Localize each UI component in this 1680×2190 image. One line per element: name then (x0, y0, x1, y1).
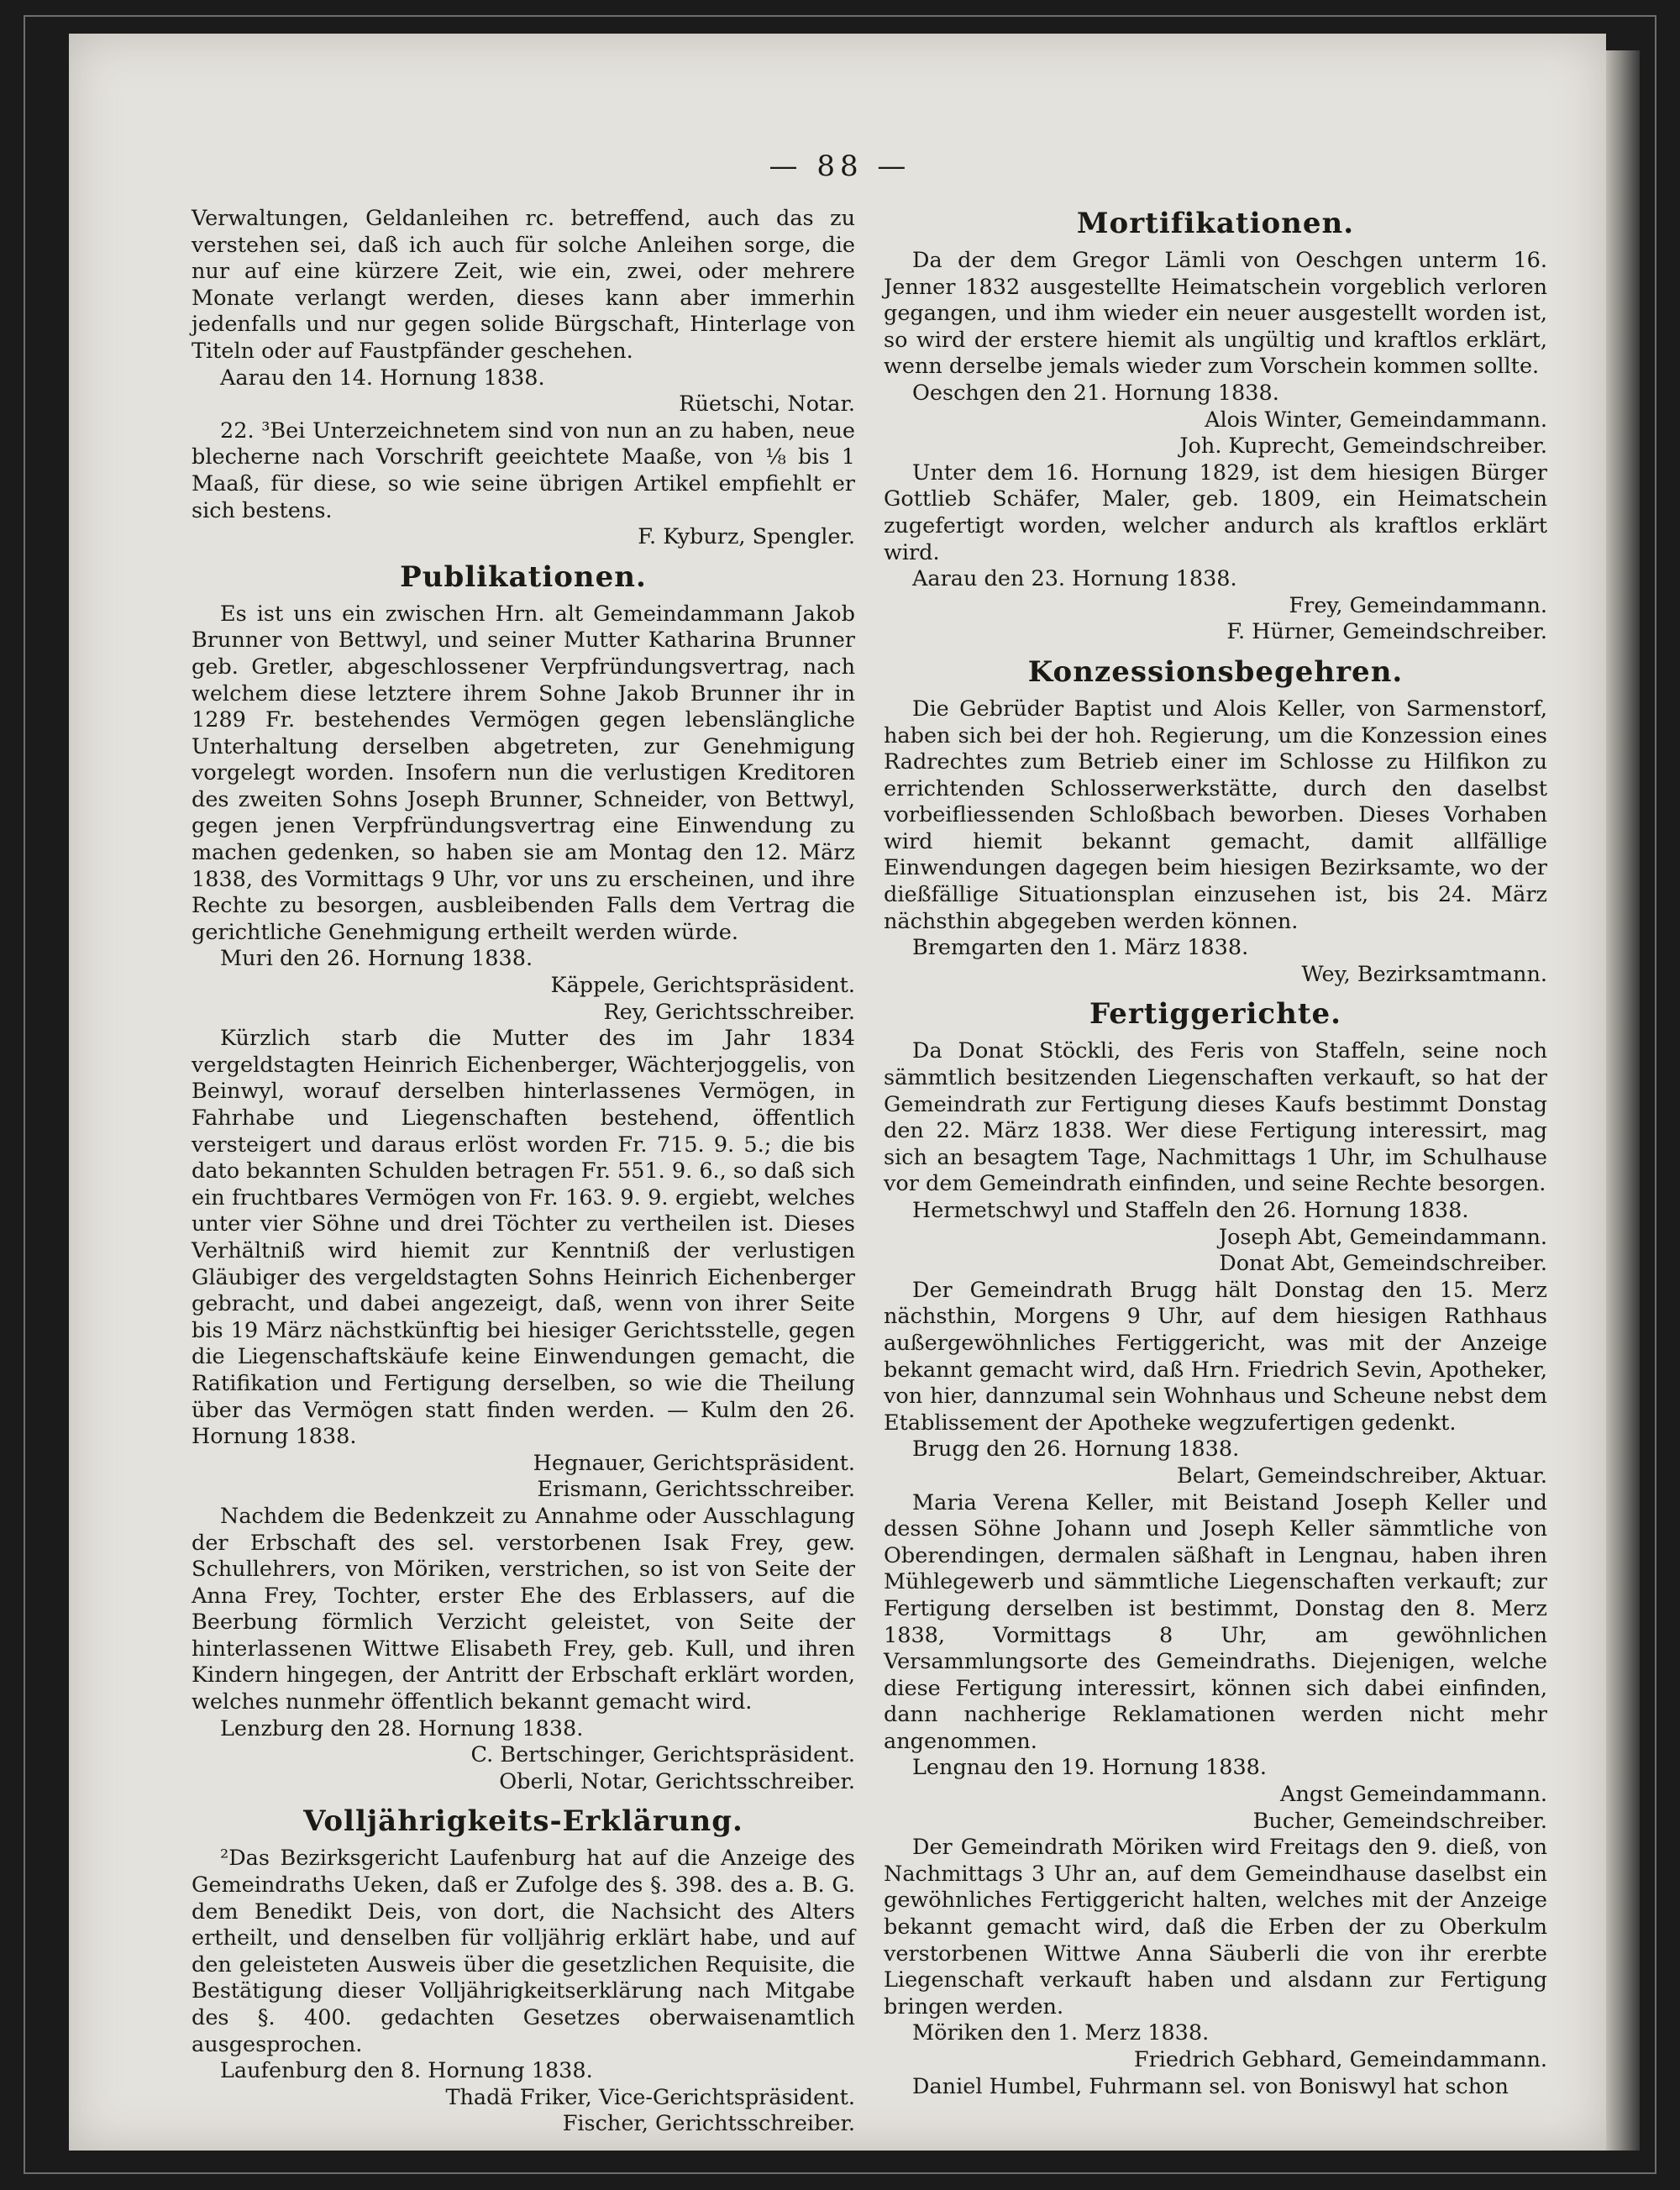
left-column (192, 206, 855, 2138)
section-heading-publikationen: Publikationen. (400, 559, 647, 594)
paragraph: Maria Verena Keller, mit Beistand Joseph Keller und dessen Söhne Johann und Joseph Keller sämmtliche von Oberendingen, dermalen säßhaft in Lengnau, haben ihren Mühlegewerb und sämmtliche Liegenschaften verkauft; zur Fertigung derselben ist bestimmt, Donstag den 8. Merz 1838, Vormittags 8 Uhr, am gewöhnlichen Versammlungsorte des Gemeindraths. Diejenigen, welche diese Fertigung interessirt, können sich dabei einfinden, dann nachherige Reklamationen werden nicht mehr angenommen. (884, 1489, 1547, 1754)
paragraph: Unter dem 16. Hornung 1829, ist dem hiesigen Bürger Gottlieb Schäfer, Maler, geb. 1809, ein Heimatschein zugefertigt worden, welcher andurch als kraftlos erklärt wird. (884, 460, 1547, 565)
signature: Joh. Kuprecht, Gemeindschreiber. (1179, 433, 1547, 460)
signature: Alois Winter, Gemeindammann. (1205, 407, 1547, 433)
paragraph: Der Gemeindrath Möriken wird Freitags den 9. dieß, von Nachmittags 3 Uhr an, auf dem Gemeindhause daselbst ein gewöhnliches Fertiggericht halten, welches mit der Anzeige bekannt gemacht wird, daß die Erben der zu Oberkulm verstorbenen Wittwe Anna Säuberli die von ihr ererbte Liegenschaft verkauft haben und alsdann zur Fertigung bringen werden. (884, 1835, 1547, 2019)
paragraph: Kürzlich starb die Mutter des im Jahr 1834 vergeldstagten Heinrich Eichenberger, Wächterjoggelis, von Beinwyl, worauf derselben hinterlassenes Vermögen, in Fahrhabe und Liegenschaften bestehend, öffentlich versteigert und daraus erlöst worden Fr. 715. 9. 5.; die bis dato bekannten Schulden betragen Fr. 551. 9. 6., so daß sich ein fruchtbares Vermögen von Fr. 163. 9. 9. ergiebt, welches unter vier Söhne und drei Töchter zu vertheilen ist. Dieses Verhältniß wird hiemit zur Kenntniß der verlustigen Gläubiger des vergeldstagten Sohns Heinrich Eichenberger gebracht, und dabei angezeigt, daß, wenn von ihrer Seite bis 19 März nächstkünftig bei hiesiger Gerichtsstelle, gegen die Liegenschaftskäufe keine Einwendungen gemacht, die Ratifikation und Fertigung derselben, so wie die Theilung über das Vermögen statt finden werden. — Kulm den 26. Hornung 1838. (192, 1026, 856, 1450)
section-heading-mortifikationen: Mortifikationen. (1076, 207, 1355, 240)
section-heading-konzessionsbegehren: Konzessionsbegehren. (1027, 654, 1404, 689)
paragraph: ²Das Bezirksgericht Laufenburg hat auf die Anzeige des Gemeindraths Ueken, daß er Zufolge des §. 398. des a. B. G. dem Benedikt Deis, von dort, die Nachsicht des Alters ertheilt, und denselben für volljährig erklärt habe, und auf den geleisteten Ausweis über die gesetzlichen Requisite, die Bestätigung dieser Volljährigkeitserklärung nach Mitgabe des §. 400. gedachten Gesetzes oberwaisenamtlich ausgesprochen. (192, 1846, 855, 2057)
section-heading-fertiggerichte: Fertiggerichte. (1089, 997, 1342, 1032)
dateline: Brugg den 26. Hornung 1838. (912, 1436, 1240, 1463)
right-column (884, 206, 1547, 2100)
signature: Joseph Abt, Gemeindammann. (1218, 1224, 1547, 1250)
signature: Käppele, Gerichtspräsident. (550, 973, 855, 999)
dateline: Aarau den 23. Hornung 1838. (912, 566, 1237, 592)
signature: Angst Gemeindammann. (1280, 1782, 1547, 1808)
paragraph: Da der dem Gregor Lämli von Oeschgen unterm 16. Jenner 1832 ausgestellte Heimatschein vorgeblich verloren gegangen, und ihm wieder ein neuer ausgestellt worden ist, so wird der erstere hiemit als ungültig und kraftlos erklärt, wenn derselbe jemals wieder zum Vorschein kommen sollte. (884, 248, 1547, 380)
dateline: Bremgarten den 1. März 1838. (912, 935, 1249, 961)
signature: Wey, Bezirksamtmann. (1301, 961, 1547, 987)
signature: Friedrich Gebhard, Gemeindammann. (1133, 2047, 1547, 2072)
paragraph: Nachdem die Bedenkzeit zu Annahme oder Ausschlagung der Erbschaft des sel. verstorbenen Isak Frey, gew. Schullehrers, von Möriken, verstrichen, so ist von Seite der Anna Frey, Tochter, erster Ehe des Erblassers, auf die Beerbung förmlich Verzicht geleistet, von Seite der hinterlassenen Wittwe Elisabeth Frey, geb. Kull, und ihren Kindern hingegen, der Antritt der Erbschaft erklärt worden, welches nunmehr öffentlich bekannt gemacht wird. (192, 1503, 855, 1715)
paragraph: Daniel Humbel, Fuhrmann sel. von Boniswyl hat schon (912, 2073, 1509, 2099)
dateline: Laufenburg den 8. Hornung 1838. (220, 2058, 593, 2084)
paragraph: Verwaltungen, Geldanleihen rc. betreffend, auch das zu verstehen sei, daß ich auch für solche Anleihen sorge, die nur auf eine kürzere Zeit, wie ein, zwei, oder mehrere Monate verlangt werden, dieses kann aber immerhin jedenfalls und nur gegen solide Bürgschaft, Hinterlage von Titeln oder auf Faustpfänder geschehen. (192, 206, 855, 364)
paragraph: Die Gebrüder Baptist und Alois Keller, von Sarmenstorf, haben sich bei der hoh. Regierung, um die Konzession eines Radrechtes zum Betrieb einer im Schlosse zu Hilfikon zu errichtenden Schlosserwerkstätte, durch den daselbst vorbeifliessenden Schloßbach beworben. Dieses Vorhaben wird hiemit bekannt gemacht, damit allfällige Einwendungen dagegen beim hiesigen Bezirksamte, wo der dießfällige Situationsplan einzusehen ist, bis 24. März nächsthin abgegeben werden können. (884, 696, 1547, 934)
signature: Fischer, Gerichtsschreiber. (562, 2111, 855, 2137)
signature: Rey, Gerichtsschreiber. (603, 999, 855, 1025)
signature: Erismann, Gerichtsschreiber. (537, 1477, 855, 1503)
paragraph: Der Gemeindrath Brugg hält Donstag den 15. Merz nächsthin, Morgens 9 Uhr, auf dem hiesigen Rathhaus außergewöhnliches Fertiggericht, was mit der Anzeige bekannt gemacht wird, daß Hrn. Friedrich Sevin, Apotheker, von hier, dannzumal sein Wohnhaus und Scheune nebst dem Etablissement der Apotheke wegzufertigen gedenkt. (884, 1277, 1547, 1436)
signature: Rüetschi, Notar. (679, 391, 855, 418)
signature: F. Hürner, Gemeindschreiber. (1226, 619, 1547, 645)
signature: Oberli, Notar, Gerichtsschreiber. (499, 1768, 855, 1794)
signature: Donat Abt, Gemeindschreiber. (1219, 1251, 1547, 1277)
next-page-edge (1606, 50, 1640, 2151)
signature: Belart, Gemeindschreiber, Aktuar. (1177, 1463, 1547, 1489)
dateline: Lengnau den 19. Hornung 1838. (912, 1755, 1268, 1781)
paragraph: 22. ³Bei Unterzeichnetem sind von nun an zu haben, neue blecherne nach Vorschrift geeichtete Maaße, von ⅛ bis 1 Maaß, für diese, so wie seine übrigen Artikel empfiehlt er sich bestens. (192, 418, 855, 523)
dateline: Möriken den 1. Merz 1838. (912, 2020, 1210, 2046)
paragraph: Da Donat Stöckli, des Feris von Staffeln, seine noch sämmtlich besitzenden Liegenschaften verkauft, so hat der Gemeindrath zur Fertigung dieses Kaufs bestimmt Donstag den 22. März 1838. Wer diese Fertigung interessirt, mag sich an besagtem Tage, Nachmittags 1 Uhr, im Schulhause vor dem Gemeindrath einfinden, und seine Rechte besorgen. (884, 1038, 1547, 1197)
signature: Hegnauer, Gerichtspräsident. (533, 1450, 855, 1476)
dateline: Oeschgen den 21. Hornung 1838. (912, 380, 1279, 406)
dateline: Muri den 26. Hornung 1838. (220, 946, 533, 972)
signature: F. Kyburz, Spengler. (638, 524, 855, 550)
signature: Frey, Gemeindammann. (1289, 592, 1547, 618)
paragraph: Es ist uns ein zwischen Hrn. alt Gemeindammann Jakob Brunner von Bettwyl, und seiner Mutter Katharina Brunner geb. Gretler, abgeschlossener Verpfründungsvertrag, nach welchem diese letztere ihrem Sohne Jakob Brunner ihr in 1289 Fr. bestehendes Vermögen gegen lebenslängliche Unterhaltung derselben abgetreten, zur Genehmigung vorgelegt worden. Insofern nun die verlustigen Kreditoren des zweiten Sohns Joseph Brunner, Schneider, von Bettwyl, gegen jenen Verpfründungsvertrag eine Einwendung zu machen gedenken, so haben sie am Montag den 12. März 1838, des Vormittags 9 Uhr, vor uns zu erscheinen, und ihre Rechte zu besorgen, ausbleibenden Falls dem Vertrag die gerichtliche Genehmigung ertheilt werden würde. (192, 601, 855, 945)
signature: C. Bertschinger, Gerichtspräsident. (470, 1742, 855, 1768)
section-heading-volljaehrigkeit: Volljährigkeits-Erklärung. (303, 1804, 743, 1839)
signature: Thadä Friker, Vice-Gerichtspräsident. (445, 2084, 855, 2110)
dateline: Aarau den 14. Hornung 1838. (220, 365, 545, 391)
dateline: Lenzburg den 28. Hornung 1838. (220, 1715, 584, 1741)
page-number: — 88 — (769, 150, 911, 183)
dateline: Hermetschwyl und Staffeln den 26. Hornung 1838. (912, 1198, 1469, 1223)
signature: Bucher, Gemeindschreiber. (1252, 1808, 1547, 1834)
